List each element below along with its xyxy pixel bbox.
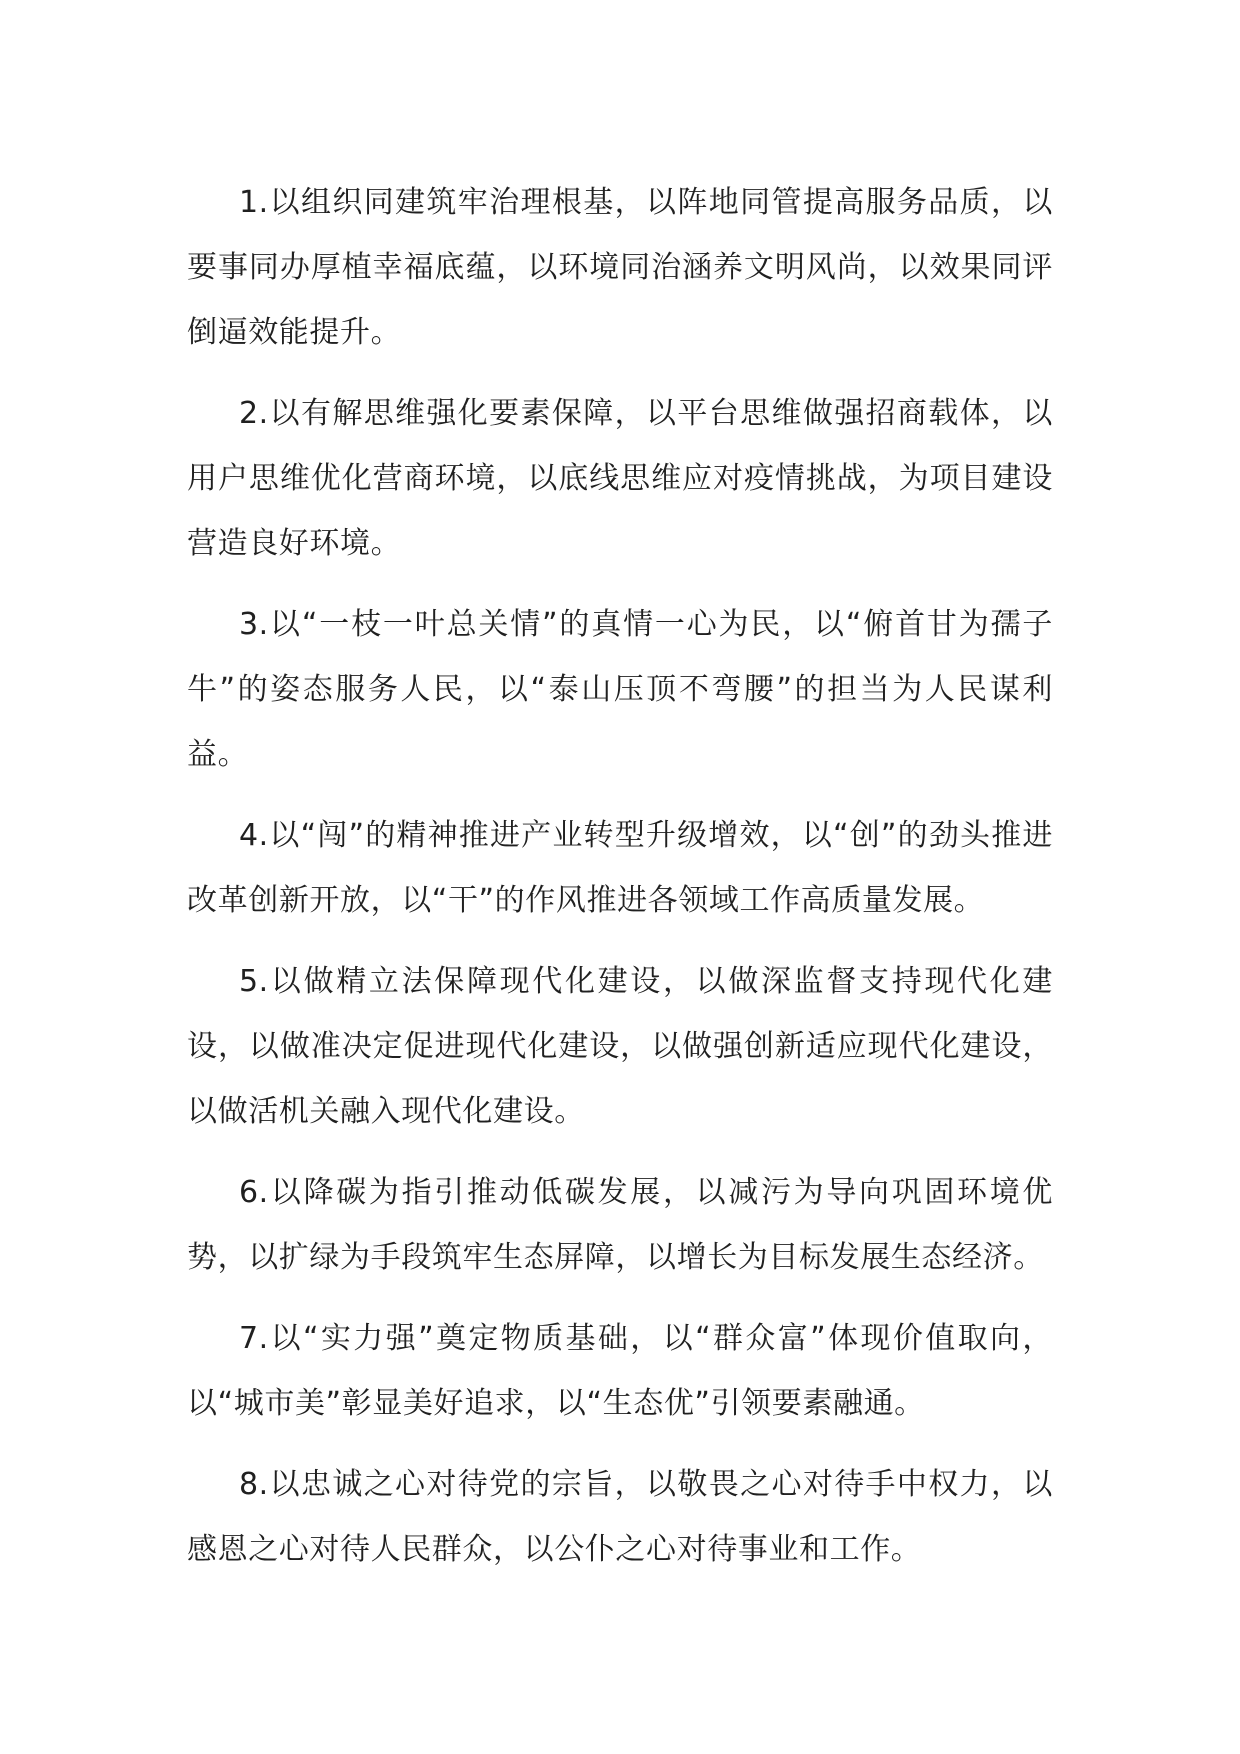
paragraph-7: 7.以“实力强”奠定物质基础，以“群众富”体现价值取向，以“城市美”彰显美好追求，以“生态优”引领要素融通。 (187, 1321, 1053, 1421)
paragraph-2: 2.以有解思维强化要素保障，以平台思维做强招商载体，以用户思维优化营商环境，以底线思维应对疫情挑战，为项目建设营造良好环境。 (187, 396, 1053, 561)
document-body (187, 170, 1053, 1598)
paragraph-8: 8.以忠诚之心对待党的宗旨，以敬畏之心对待手中权力，以感恩之心对待人民群众，以公仆之心对待事业和工作。 (187, 1467, 1053, 1567)
paragraph-6: 6.以降碳为指引推动低碳发展，以减污为导向巩固环境优势，以扩绿为手段筑牢生态屏障，以增长为目标发展生态经济。 (187, 1175, 1053, 1275)
paragraph-5: 5.以做精立法保障现代化建设，以做深监督支持现代化建设，以做准决定促进现代化建设，以做强创新适应现代化建设，以做活机关融入现代化建设。 (187, 964, 1053, 1129)
paragraph-3: 3.以“一枝一叶总关情”的真情一心为民，以“俯首甘为孺子牛”的姿态服务人民，以“泰山压顶不弯腰”的担当为人民谋利益。 (187, 607, 1053, 772)
paragraph-4: 4.以“闯”的精神推进产业转型升级增效，以“创”的劲头推进改革创新开放，以“干”的作风推进各领域工作高质量发展。 (187, 818, 1053, 918)
paragraph-1: 1.以组织同建筑牢治理根基，以阵地同管提高服务品质，以要事同办厚植幸福底蕴，以环境同治涵养文明风尚，以效果同评倒逼效能提升。 (187, 185, 1053, 350)
